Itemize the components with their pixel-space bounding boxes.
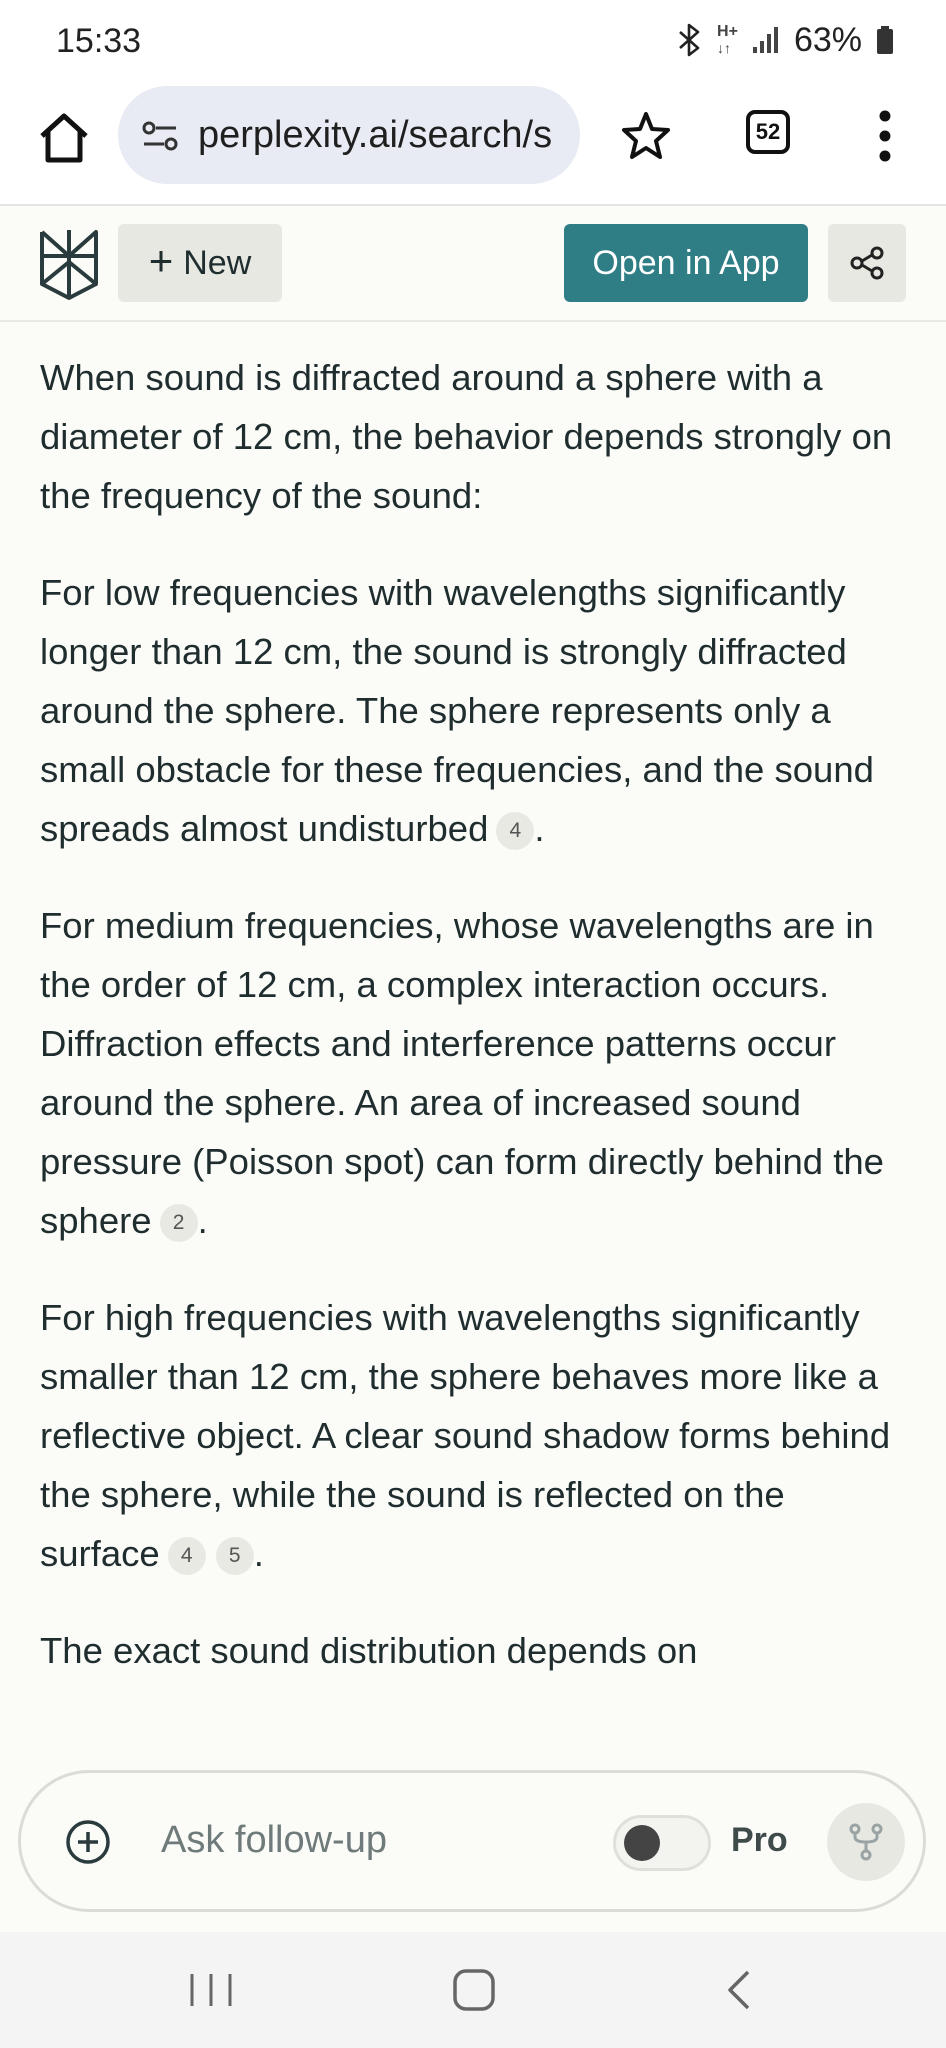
battery-percent: 63% — [793, 20, 862, 59]
follow-up-bar — [18, 1770, 926, 1912]
answer-text: For medium frequencies, whose wavelengths are in the order of 12 cm, a complex interaction occurs. Diffraction effects and interference patterns occur around the sphere. An area of increased sound pressure (Poisson spot) can form directly behind the sphere — [40, 905, 884, 1241]
recents-icon[interactable] — [186, 1970, 236, 2010]
back-icon[interactable] — [724, 1968, 754, 2012]
answer-paragraph — [40, 348, 910, 525]
answer-paragraph: For medium frequencies, whose wavelengths are in the order of 12 cm, a complex interaction occurs. Diffraction effects and interference patterns occur around the sphere. An area of increased sound pressure (Poisson spot) can form directly behind the sphere 2 . — [40, 905, 884, 1241]
url-text[interactable]: perplexity.ai/search/s — [198, 114, 553, 156]
citation-badge[interactable]: 5 — [216, 1537, 254, 1575]
citation-badge[interactable]: 2 — [160, 1204, 198, 1242]
status-bar — [0, 0, 946, 80]
perplexity-logo-icon[interactable] — [36, 226, 102, 302]
network-type-icon: H+ ↓↑ — [717, 22, 738, 56]
add-circle-icon[interactable] — [65, 1819, 111, 1865]
answer-content — [40, 348, 910, 1718]
home-icon[interactable] — [36, 110, 92, 166]
status-indicators — [677, 20, 894, 60]
open-in-app-button[interactable] — [564, 224, 808, 302]
model-branch-icon — [849, 1823, 883, 1861]
system-nav-bar — [0, 1932, 946, 2048]
share-button[interactable] — [828, 224, 906, 302]
signal-icon — [752, 25, 780, 55]
citation-badge[interactable]: 4 — [496, 812, 534, 850]
tab-count: 52 — [755, 119, 781, 144]
new-button-label: New — [183, 243, 252, 282]
answer-text: For high frequencies with wavelengths significantly smaller than 12 cm, the sphere behaves more like a reflective object. A clear sound shadow forms behind the sphere, while the sound is reflected on the surface — [40, 1297, 891, 1574]
follow-up-input[interactable]: Ask follow-up — [161, 1819, 387, 1861]
network-type-label: H+ — [717, 22, 738, 40]
browser-toolbar — [0, 80, 946, 206]
battery-icon — [876, 25, 894, 55]
home-nav-icon[interactable] — [452, 1968, 496, 2012]
bluetooth-icon — [677, 23, 703, 57]
answer-paragraph — [40, 1621, 910, 1680]
pro-toggle[interactable] — [613, 1815, 711, 1871]
answer-paragraph: For low frequencies with wavelengths significantly longer than 12 cm, the sound is strongly diffracted around the sphere. The sphere represents only a small obstacle for these frequencies, and the sound spreads almost undisturbed 4 . — [40, 572, 874, 849]
answer-text: When sound is diffracted around a sphere with a diameter of 12 cm, the behavior depends strongly on the frequency of the sound: — [40, 357, 893, 516]
open-in-app-label: Open in App — [592, 243, 780, 282]
model-select-button[interactable] — [827, 1803, 905, 1881]
tab-switcher-button[interactable] — [746, 110, 790, 154]
share-icon — [850, 246, 884, 280]
app-header — [0, 206, 946, 322]
new-thread-button[interactable] — [118, 224, 282, 302]
plus-icon: + — [148, 237, 174, 284]
answer-text: For low frequencies with wavelengths significantly longer than 12 cm, the sound is strongly diffracted around the sphere. The sphere represents only a small obstacle for these frequencies, and the sound spreads almost undisturbed — [40, 572, 874, 849]
star-icon[interactable] — [620, 110, 672, 162]
site-settings-icon[interactable] — [140, 116, 180, 156]
address-bar[interactable] — [118, 86, 580, 184]
pro-toggle-knob — [624, 1825, 660, 1861]
citation-badge[interactable]: 4 — [168, 1537, 206, 1575]
more-vert-icon[interactable] — [870, 108, 900, 164]
status-time: 15:33 — [56, 22, 142, 60]
pro-label: Pro — [731, 1821, 788, 1859]
answer-text: The exact sound distribution depends on — [40, 1630, 698, 1671]
answer-paragraph: For high frequencies with wavelengths significantly smaller than 12 cm, the sphere behaves more like a reflective object. A clear sound shadow forms behind the sphere, while the sound is reflected on the surface 4 5 . — [40, 1297, 891, 1574]
